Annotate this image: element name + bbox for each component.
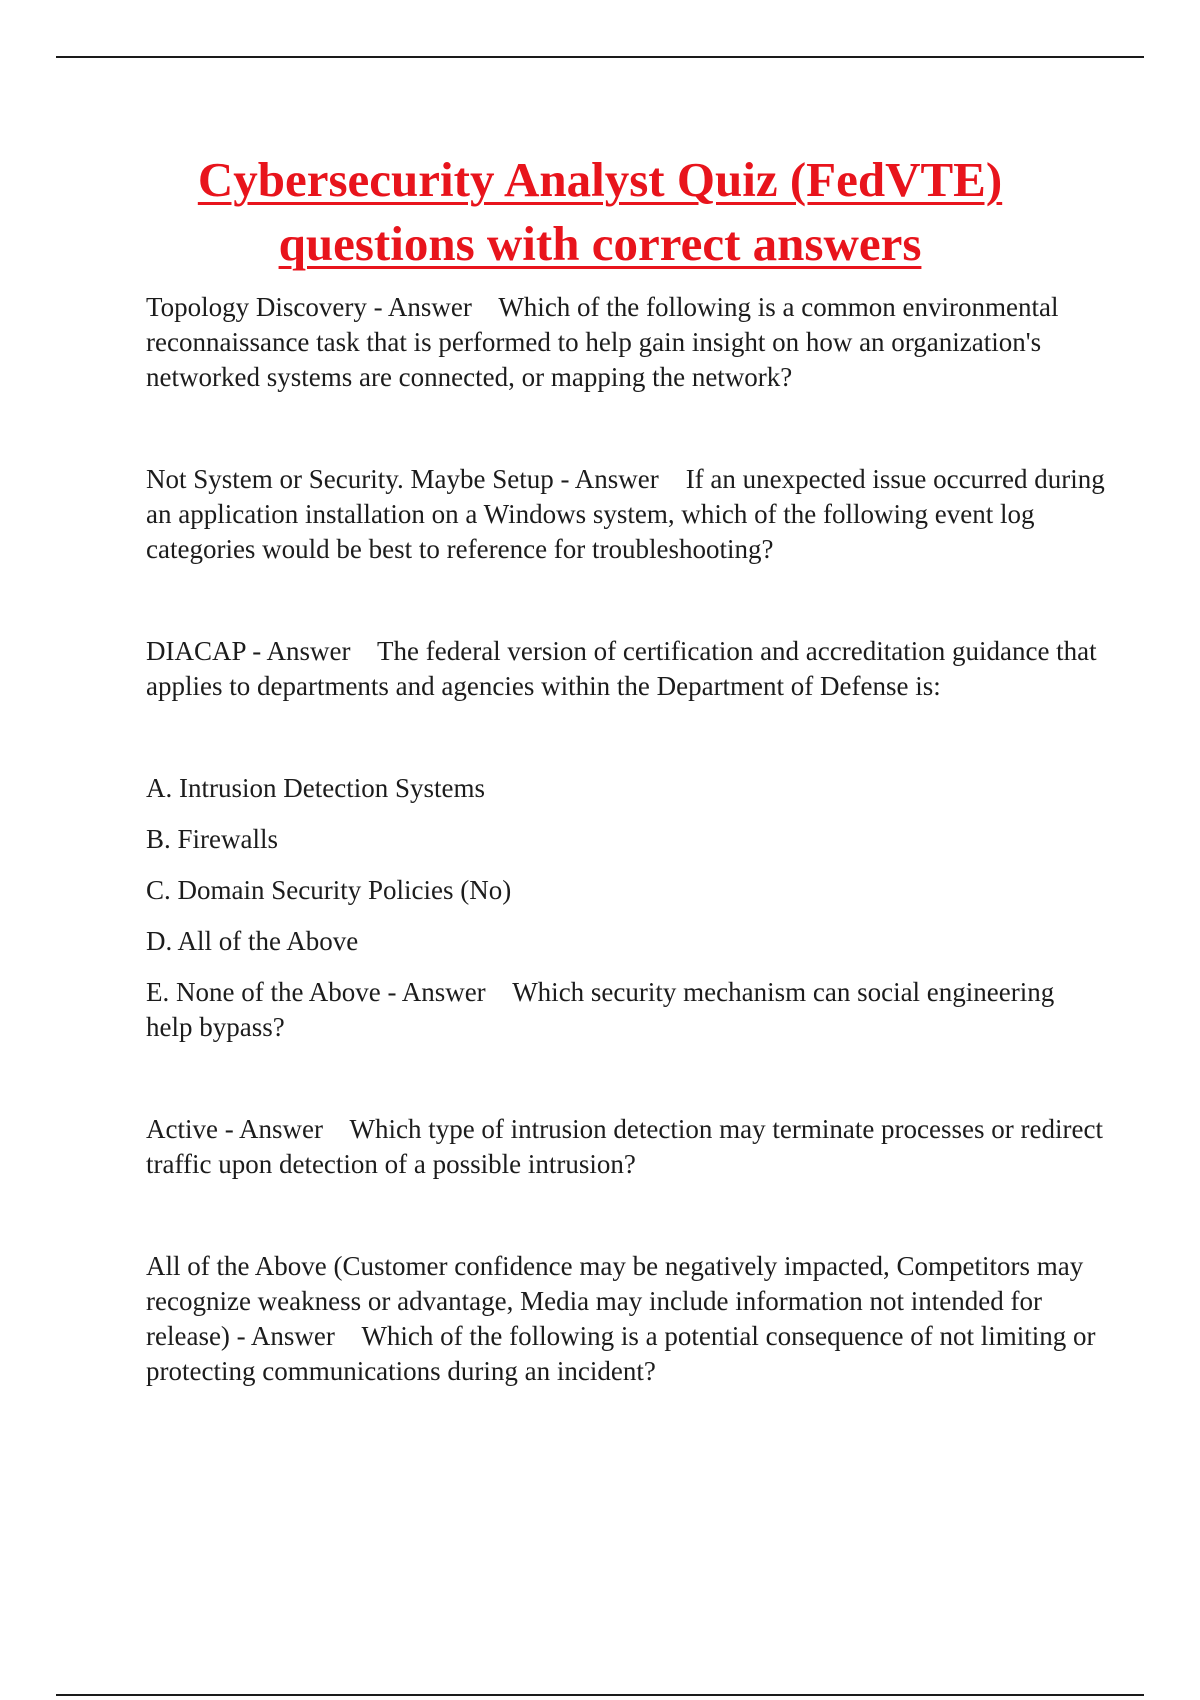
- qa-item-topology: [146, 290, 1106, 395]
- qa-question: Which security mechanism can social engineering help bypass?: [146, 977, 1055, 1042]
- document-title: [0, 148, 1200, 276]
- qa-item-diacap: [146, 634, 1106, 704]
- qa-answer: Active - Answer: [146, 1114, 323, 1144]
- qa-item-consequence: [146, 1249, 1106, 1389]
- qa-answer: DIACAP - Answer: [146, 636, 351, 666]
- title-line-2: questions with correct answers: [278, 216, 922, 271]
- qa-answer: E. None of the Above - Answer: [146, 977, 486, 1007]
- option-e-qa: [146, 975, 1106, 1045]
- qa-answer: Topology Discovery - Answer: [146, 292, 472, 322]
- qa-answer: Not System or Security. Maybe Setup - Answer: [146, 464, 659, 494]
- option-d: D. All of the Above: [146, 926, 359, 956]
- qa-question: The federal version of certification and accreditation guidance that applies to departments and agencies within the Department of Defense is:: [146, 636, 1097, 701]
- qa-question: If an unexpected issue occurred during an application installation on a Windows system, which of the following event log categories would be best to reference for troubleshooting?: [146, 464, 1105, 564]
- bottom-divider: [56, 1694, 1144, 1696]
- qa-answer: All of the Above (Customer confidence may be negatively impacted, Competitors may recognize weakness or advantage, Media may include information not intended for release) - Answer: [146, 1251, 1084, 1351]
- qa-item-event-log: [146, 462, 1106, 567]
- top-divider: [56, 56, 1144, 58]
- document-body: [146, 290, 1106, 1456]
- qa-question: Which of the following is a potential consequence of not limiting or protecting communications during an incident?: [146, 1321, 1096, 1386]
- qa-question: Which type of intrusion detection may terminate processes or redirect traffic upon detection of a possible intrusion?: [146, 1114, 1103, 1179]
- qa-item-active: [146, 1112, 1106, 1182]
- qa-question: Which of the following is a common environmental reconnaissance task that is performed to help gain insight on how an organization's networked systems are connected, or mapping the network?: [146, 292, 1059, 392]
- option-a: A. Intrusion Detection Systems: [146, 773, 485, 803]
- title-line-1: Cybersecurity Analyst Quiz (FedVTE): [197, 152, 1003, 207]
- option-c: C. Domain Security Policies (No): [146, 875, 512, 905]
- option-b: B. Firewalls: [146, 824, 278, 854]
